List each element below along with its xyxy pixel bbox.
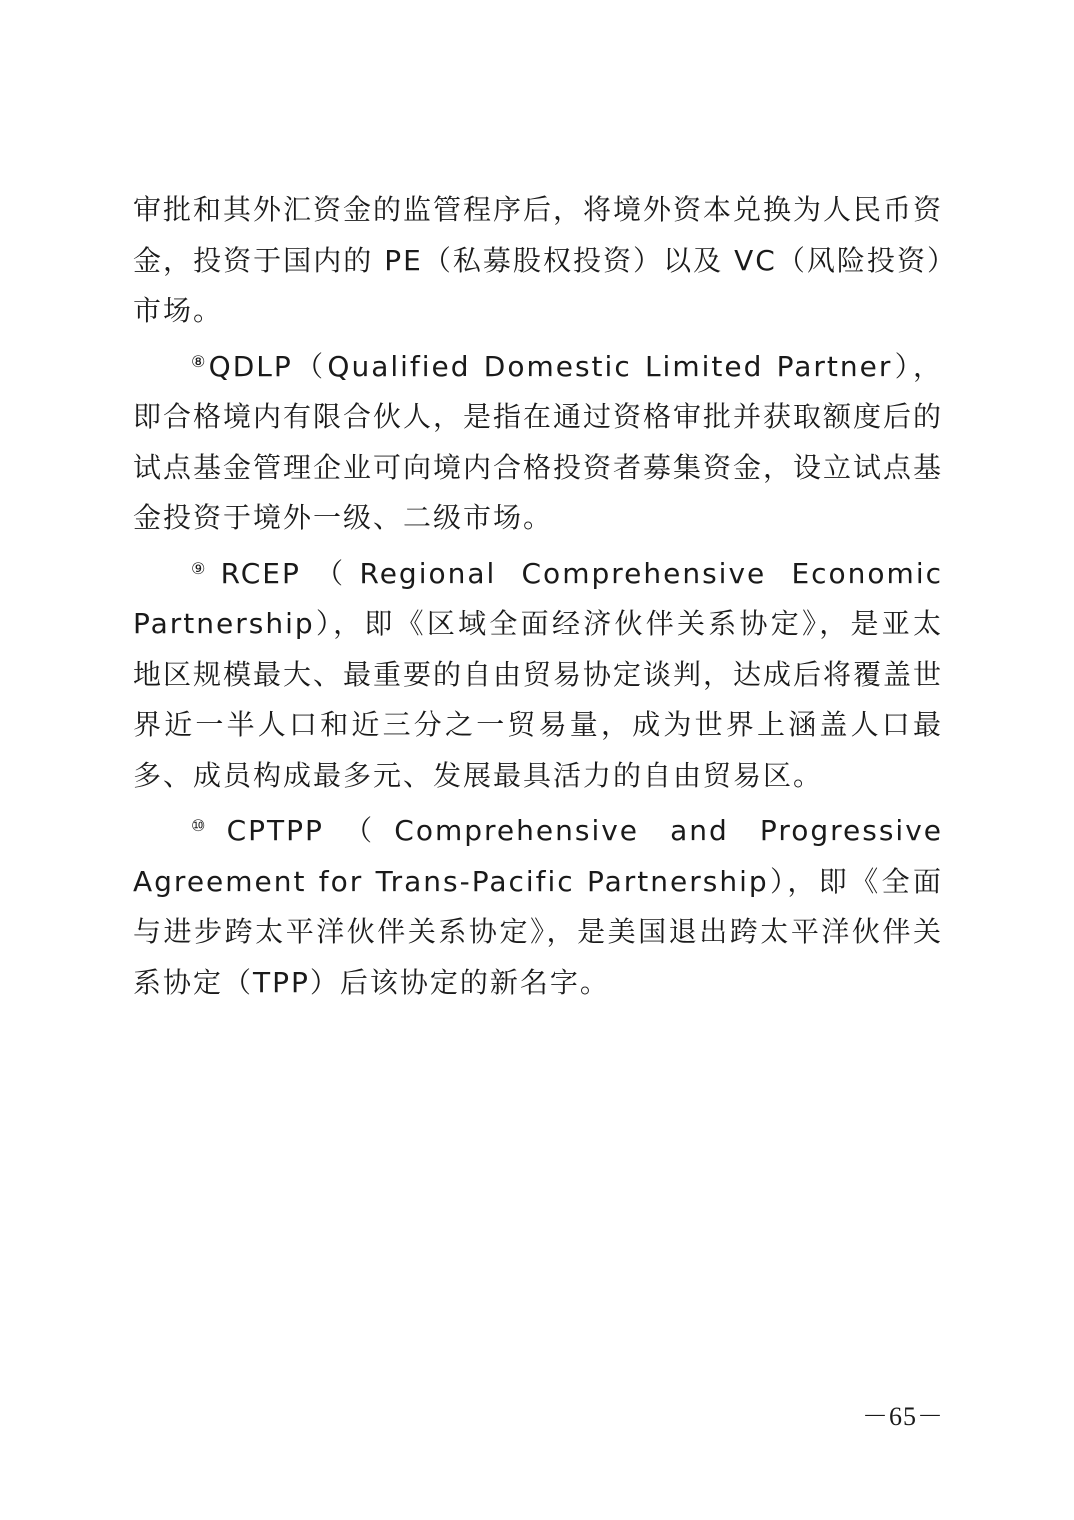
footnote-text: CPTPP（Comprehensive and Progressive Agreement for Trans-Pacific Partnership），即《全面与进步跨太平洋伙伴关系协定》，是美国退出跨太平洋伙伴关系协定（TPP）后该协定的新名字。 (133, 814, 944, 999)
footnote-marker: ⑨ (191, 558, 220, 578)
footnote-text: RCEP（Regional Comprehensive Economic Partnership），即《区域全面经济伙伴关系协定》，是亚太地区规模最大、最重要的自由贸易协定谈判，达成后将覆盖世界近一半人口和近三分之一贸易量，成为世界上涵盖人口最多、成员构成最多元、发展最具活力的自由贸易区。 (133, 556, 944, 792)
footnote-marker: ⑩ (191, 816, 226, 835)
footnote-continuation (133, 185, 943, 337)
footnote-marker: ⑧ (191, 351, 208, 371)
footnote-10 (133, 801, 943, 1008)
footnote-9 (133, 544, 943, 802)
footnote-text: QDLP（Qualified Domestic Limited Partner），即合格境内有限合伙人，是指在通过资格审批并获取额度后的试点基金管理企业可向境内合格投资者募集资金，设立试点基金投资于境外一级、二级市场。 (133, 349, 944, 534)
page-number: －65－ (861, 1402, 944, 1431)
footnote-text: 审批和其外汇资金的监管程序后，将境外资本兑换为人民币资金，投资于国内的 PE（私募股权投资）以及 VC（风险投资）市场。 (133, 193, 944, 327)
footnote-8 (133, 337, 943, 544)
footnote-section (133, 185, 943, 1008)
